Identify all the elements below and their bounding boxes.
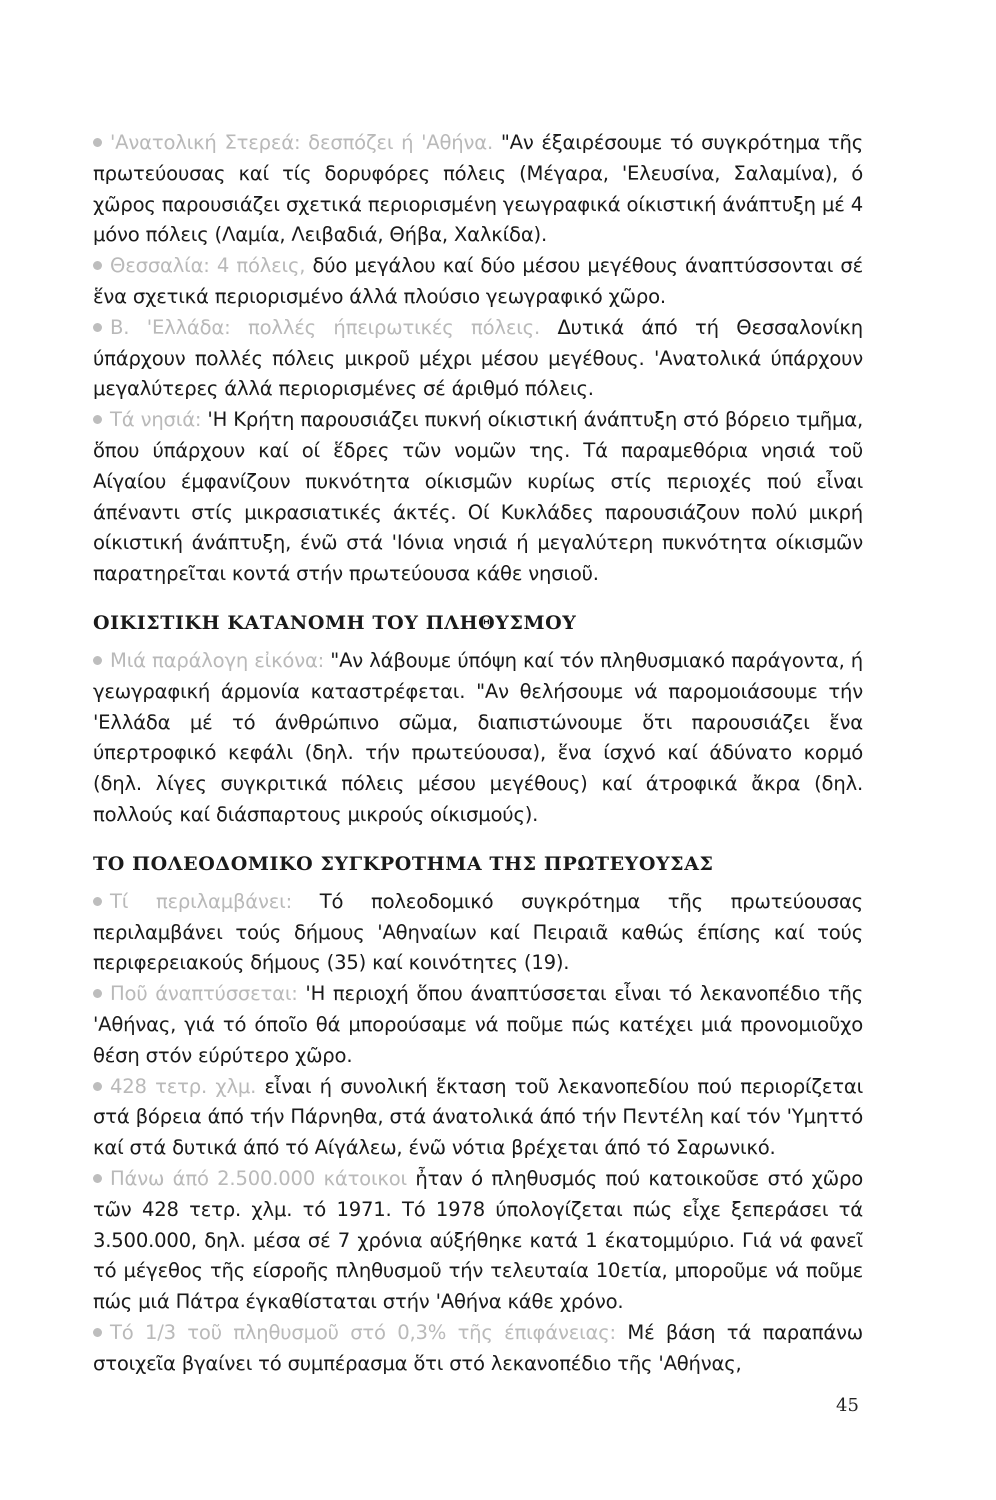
paragraph-east-sterea [93, 128, 863, 251]
paragraph-includes [93, 887, 863, 979]
paragraph-text: ἦταν ό πληθυσμός πού κατοικοῦσε στό χῶρο τῶν 428 τετρ. χλμ. τό 1971. Τό 1978 ύπολογίζεται πώς εἶχε ξεπεράσει τά 3.500.000, δηλ. μέσα σέ 7 χρόνια αύξήθηκε κατά 1 έκατομμύριο. Γιά νά φανεῖ τό μέγεθος τῆς είσροῆς πληθυσμοῦ τήν τελευταία 10ετία, μποροῦμε νά ποῦμε πώς μιά Πάτρα έγκαθίσταται στήν 'Αθήνα κάθε χρόνο. [93, 1166, 863, 1314]
paragraph-islands [93, 405, 863, 590]
paragraph-lead: Μιά παράλογη εἰκόνα: [110, 648, 325, 672]
paragraph-one-third [93, 1318, 863, 1380]
paragraph-lead: 428 τετρ. χλμ. [110, 1074, 257, 1098]
paragraph-inhabitants [93, 1164, 863, 1318]
paragraph-text: 'Η Κρήτη παρουσιάζει πυκνή οίκιστική άνάπτυξη στό βόρειο τμῆμα, ὅπου ύπάρχουν καί οί ἕδρες τῶν νομῶν της. Τά παραμεθόρια νησιά τοῦ Αίγαίου έμφανίζουν πυκνότητα οίκισμῶν κυρίως στίς περιοχές πού εἶναι άπέναντι στίς μικρασιατικές άκτές. Οί Κυκλάδες παρουσιάζουν πολύ μικρή οίκιστική άνάπτυξη, ένῶ στά 'Ιόνια νησιά ή μεγαλύτερη πυκνότητα οίκισμῶν παρατηρεῖται κοντά στήν πρωτεύουσα κάθε νησιοῦ. [93, 408, 863, 586]
paragraph-where [93, 979, 863, 1071]
bullet-dot-icon [93, 656, 102, 665]
bullet-dot-icon [93, 323, 102, 332]
paragraph-text: "Αν λάβουμε ύπόψη καί τόν πληθυσμιακό παράγοντα, ή γεωγραφική άρμονία καταστρέφεται. "Αν θελήσουμε νά παρομοιάσουμε τήν 'Ελλάδα μέ τό άνθρώπινο σῶμα, διαπιστώνουμε ὅτι παρουσιάζει ἕνα ύπερτροφικό κεφάλι (δηλ. τήν πρωτεύουσα), ἕνα ίσχνό καί άδύνατο κορμό (δηλ. λίγες συγκριτικά πόλεις μέσου μεγέθους) καί άτροφικά ἄκρα (δηλ. πολλούς καί διάσπαρτους μικρούς οίκισμούς). [93, 648, 863, 826]
paragraph-text: Τό πολεοδομικό συγκρότημα τῆς πρωτεύουσας περιλαμβάνει τούς δήμους 'Αθηναίων καί Πειραιᾶ καθώς έπίσης καί τούς περιφερειακούς δήμους (35) καί κοινότητες (19). [93, 889, 863, 975]
bullet-dot-icon [93, 261, 102, 270]
section-capital [93, 887, 863, 1380]
paragraph-lead: Θεσσαλία: 4 πόλεις, [110, 254, 306, 278]
bullet-dot-icon [93, 989, 102, 998]
paragraph-area [93, 1072, 863, 1164]
paragraph-lead: Ποῦ άναπτύσσεται: [110, 982, 298, 1006]
bullet-dot-icon [93, 897, 102, 906]
bullet-dot-icon [93, 1328, 102, 1337]
bullet-dot-icon [93, 415, 102, 424]
paragraph-lead: Τό 1/3 τοῦ πληθυσμοῦ στό 0,3% τῆς έπιφάνειας: [110, 1320, 616, 1344]
heading-capital-complex: ΤΟ ΠΟΛΕΟΔΟΜΙΚΟ ΣΥΓΚΡΟΤΗΜΑ ΤΗΣ ΠΡΩΤΕΥΟΥΣΑΣ [93, 852, 714, 875]
paragraph-text: 'Η περιοχή ὅπου άναπτύσσεται εἶναι τό λεκανοπέδιο τῆς 'Αθήνας, γιά τό όποῖο θά μπορούσαμε νά ποῦμε πώς κατέχει μιά προνομιοῦχο θέση στόν εύρύτερο χῶρο. [93, 982, 863, 1067]
bullet-dot-icon [93, 1174, 102, 1183]
paragraph-lead: Τά νησιά: [110, 408, 202, 432]
section-regions [93, 128, 863, 590]
bullet-dot-icon [93, 138, 102, 147]
section-population [93, 646, 863, 831]
page-number: 45 [836, 1395, 859, 1416]
paragraph-text: Μέ βάση τά παραπάνω στοιχεῖα βγαίνει τό συμπέρασμα ὅτι στό λεκανοπέδιο τῆς 'Αθήνας, [93, 1320, 864, 1375]
paragraph-text: "Αν έξαιρέσουμε τό συγκρότημα τῆς πρωτεύουσας καί τίς δορυφόρες πόλεις (Μέγαρα, 'Ελευσίνα, Σαλαμίνα), ό χῶρος παρουσιάζει σχετικά περιορισμένη γεωγραφικά οίκιστική άνάπτυξη μέ 4 μόνο πόλεις (Λαμία, Λειβαδιά, Θήβα, Χαλκίδα). [93, 131, 863, 247]
paragraph-irrational-image [93, 646, 863, 831]
paragraph-text: εἶναι ή συνολική ἕκταση τοῦ λεκανοπεδίου πού περιορίζεται στά βόρεια άπό τήν Πάρνηθα, στά άνατολικά άπό τήν Πεντέλη καί τόν 'Υμηττό καί στά δυτικά άπό τό Αίγάλεω, ένῶ νότια βρέχεται άπό τό Σαρωνικό. [93, 1074, 864, 1160]
paragraph-lead: Πάνω άπό 2.500.000 κάτοικοι [110, 1166, 407, 1190]
paragraph-thessaly [93, 251, 863, 313]
heading-population-distribution: ΟΙΚΙΣΤΙΚΗ ΚΑΤΑΝΟΜΗ ΤΟΥ ΠΛΗΘΥΣΜΟΥ [93, 611, 577, 634]
page-body [93, 128, 863, 1379]
paragraph-text: Δυτικά άπό τή Θεσσαλονίκη ύπάρχουν πολλές πόλεις μικροῦ μέχρι μέσου μεγέθους. 'Ανατολικά ύπάρχουν μεγαλύτερες άλλά περιορισμένες σέ άριθμό πόλεις. [93, 315, 864, 401]
bullet-dot-icon [93, 1082, 102, 1091]
paragraph-text: δύο μεγάλου καί δύο μέσου μεγέθους άναπτύσσονται σέ ἕνα σχετικά περιορισμένο άλλά πλούσιο γεωγραφικό χῶρο. [93, 254, 863, 308]
paragraph-lead: Τί περιλαμβάνει: [110, 889, 292, 913]
paragraph-lead: 'Ανατολική Στερεά: δεσπόζει ή 'Αθήνα. [110, 131, 493, 154]
paragraph-lead: Β. 'Ελλάδα: πολλές ήπειρωτικές πόλεις. [110, 315, 540, 339]
paragraph-north-greece [93, 313, 863, 405]
